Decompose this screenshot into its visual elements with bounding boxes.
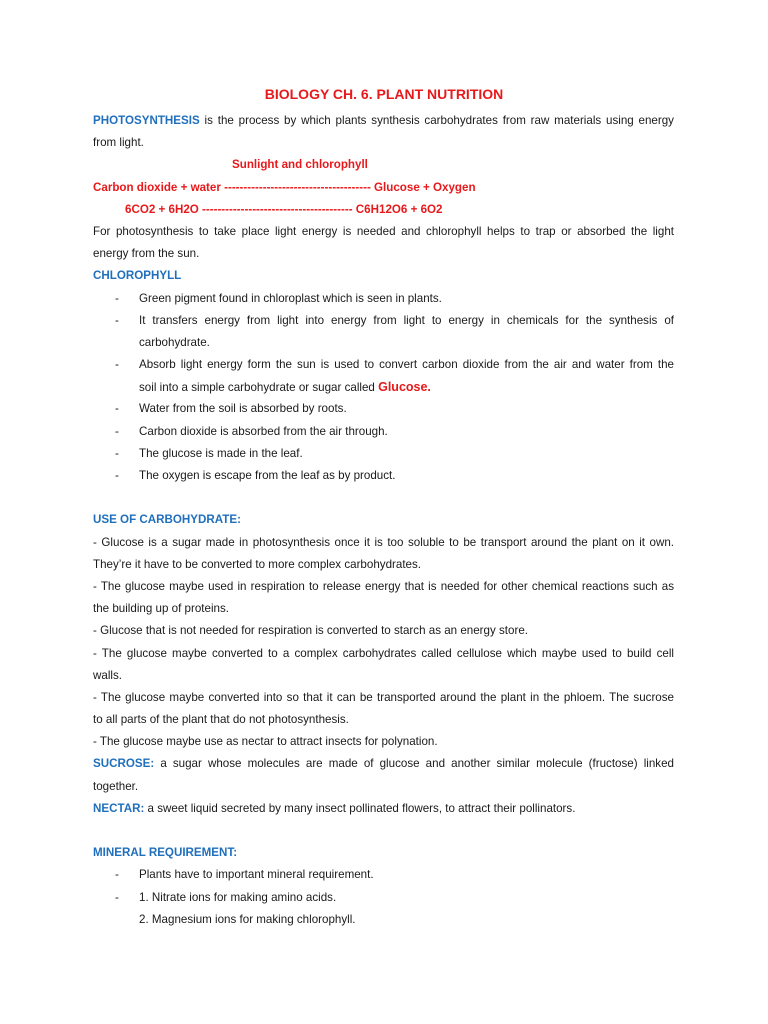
dash-marker: - xyxy=(115,424,119,438)
list-item xyxy=(93,864,674,886)
carbohydrate-line: - Glucose that is not needed for respiration is converted to starch as an energy store. xyxy=(93,624,528,638)
sucrose-definition xyxy=(93,753,674,775)
list-item-text: 1. Nitrate ions for making amino acids. xyxy=(139,890,337,904)
list-item-text: The oxygen is escape from the leaf as by product. xyxy=(139,469,396,482)
carbohydrate-line: - The glucose maybe used in respiration to release energy that is needed for other chemical reactions such as xyxy=(93,579,674,593)
sucrose-term: SUCROSE: xyxy=(93,757,155,771)
photosynthesis-note-line2: energy from the sun. xyxy=(93,247,200,261)
sucrose-def: a sugar whose molecules are made of glucose and another similar molecule (fructose) linked xyxy=(160,757,674,771)
spacer xyxy=(93,487,674,509)
list-item xyxy=(93,398,674,420)
list-item xyxy=(93,465,674,487)
symbol-equation: 6CO2 + 6H2O --------------------------------------- C6H12O6 + 6O2 xyxy=(125,202,443,216)
list-item-continuation: 2. Magnesium ions for making chlorophyll. xyxy=(139,912,356,926)
document-body xyxy=(93,110,674,931)
list-item-text: Green pigment found in chloroplast which is seen in plants. xyxy=(139,291,442,305)
photosynthesis-term: PHOTOSYNTHESIS xyxy=(93,114,200,127)
page-title: BIOLOGY CH. 6. PLANT NUTRITION xyxy=(264,86,504,102)
list-item xyxy=(93,310,674,332)
dash-marker: - xyxy=(115,868,119,882)
photosynthesis-def-line2: from light. xyxy=(93,136,144,150)
list-item-text: soil into a simple carbohydrate or sugar called xyxy=(139,381,375,395)
list-item xyxy=(93,443,674,465)
list-item xyxy=(93,887,674,909)
dash-marker: - xyxy=(115,469,119,482)
list-item-text: It transfers energy from light into energy from light to energy in chemicals for the synthesis of xyxy=(139,313,674,327)
nectar-definition xyxy=(93,798,674,820)
photosynthesis-note-line1: For photosynthesis to take place light energy is needed and chlorophyll helps to trap or absorbed the light xyxy=(93,224,674,238)
chlorophyll-heading: CHLOROPHYLL xyxy=(93,269,182,283)
mineral-heading: MINERAL REQUIREMENT: xyxy=(93,846,238,860)
list-item-text: Plants have to important mineral requirement. xyxy=(139,868,374,882)
sucrose-def-line2: together. xyxy=(93,779,139,793)
photosynthesis-def-line1: is the process by which plants synthesis carbohydrates from raw materials using energy xyxy=(204,114,674,127)
spacer xyxy=(93,820,674,842)
list-item xyxy=(93,288,674,310)
list-item-continuation: carbohydrate. xyxy=(139,335,210,349)
carbohydrate-line: walls. xyxy=(93,668,122,682)
list-item xyxy=(93,354,674,376)
carbohydrate-line: - The glucose maybe use as nectar to attract insects for polynation. xyxy=(93,735,438,749)
dash-marker: - xyxy=(115,291,119,305)
dash-marker: - xyxy=(115,402,119,416)
list-item-continuation xyxy=(93,376,674,398)
list-item-text: The glucose is made in the leaf. xyxy=(139,446,303,460)
photosynthesis-definition xyxy=(93,110,674,132)
nectar-term: NECTAR: xyxy=(93,801,145,815)
word-equation: Carbon dioxide + water -------------------------------------- Glucose + Oxygen xyxy=(93,180,476,194)
dash-marker: - xyxy=(115,358,119,372)
list-item xyxy=(93,421,674,443)
equation-condition: Sunlight and chlorophyll xyxy=(232,158,368,172)
nectar-def: a sweet liquid secreted by many insect pollinated flowers, to attract their pollinators. xyxy=(147,801,576,815)
list-item-text: Carbon dioxide is absorbed from the air through. xyxy=(139,424,388,438)
glucose-emphasis: Glucose. xyxy=(378,380,431,395)
carbohydrate-line: to all parts of the plant that do not photosynthesis. xyxy=(93,713,349,727)
dash-marker: - xyxy=(115,890,119,904)
carbohydrate-line: - The glucose maybe converted into so that it can be transported around the plant in the phloem. The sucrose xyxy=(93,690,674,704)
carbohydrate-line: They’re it have to be converted to more complex carbohydrates. xyxy=(93,557,422,571)
dash-marker: - xyxy=(115,313,119,327)
dash-marker: - xyxy=(115,446,119,460)
list-item-text: Absorb light energy form the sun is used to convert carbon dioxide from the air and water from the xyxy=(139,358,674,372)
carbohydrate-heading: USE OF CARBOHYDRATE: xyxy=(93,513,241,527)
list-item-text: Water from the soil is absorbed by roots. xyxy=(139,402,347,416)
carbohydrate-line: the building up of proteins. xyxy=(93,602,230,616)
carbohydrate-line: - Glucose is a sugar made in photosynthesis once it is too soluble to be transport around the plant on it own. xyxy=(93,535,674,549)
carbohydrate-line: - The glucose maybe converted to a complex carbohydrates called cellulose which maybe used to build cell xyxy=(93,646,674,660)
